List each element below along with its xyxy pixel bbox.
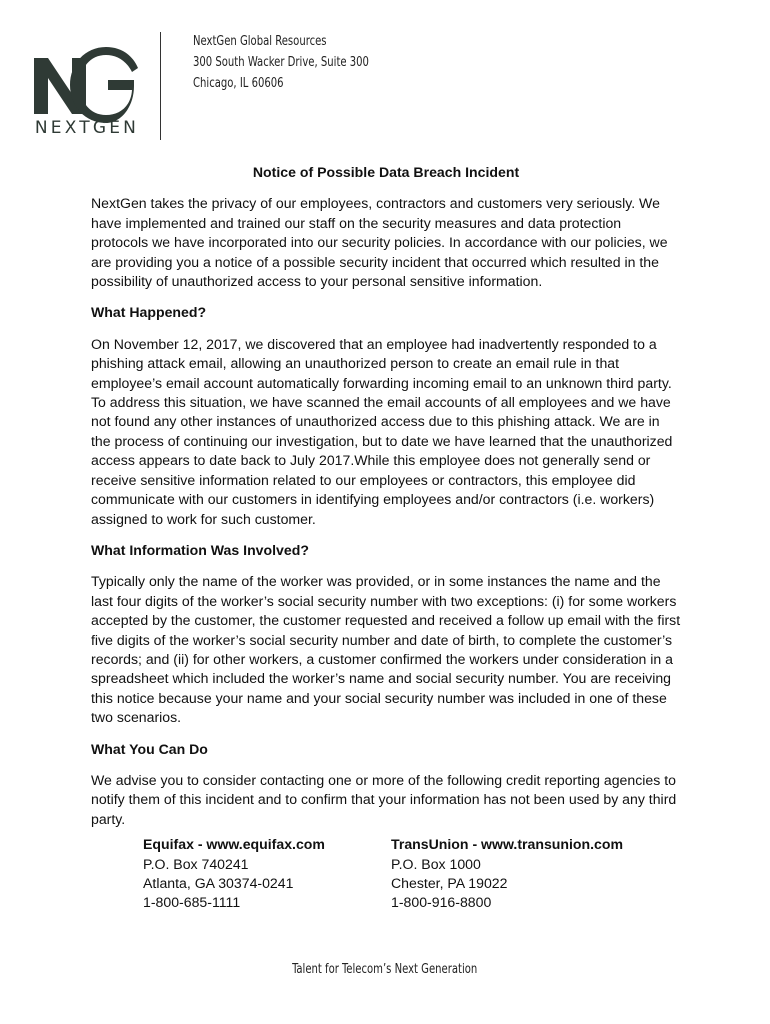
section-heading-what-happened: What Happened? [91, 304, 207, 321]
company-address [193, 31, 369, 94]
letter-body [91, 163, 681, 913]
header-divider [160, 32, 161, 140]
footer-tagline-text: Talent for Telecom’s Next Generation [292, 962, 478, 977]
agency-phone: 1-800-685-1111 [143, 894, 241, 911]
agency-equifax [143, 835, 391, 913]
address-line: 300 South Wacker Drive, Suite 300 [193, 55, 369, 70]
address-line: Chicago, IL 60606 [193, 76, 284, 91]
section-body-information-involved: Typically only the name of the worker was provided, or in some instances the name and the last four digits of the worker’s social security number with two exceptions: (i) for some workers accepted by the customer, the customer requested and received a follow up email with the first five digits of the worker’s social security number and date of birth, to complete the customer’s records; and (ii) for other workers, a customer confirmed the workers under consideration in a spreadsheet which included the worker’s name and social security number. You are receiving this notice because your name and your social security number was included in one of these two scenarios. [91, 573, 681, 726]
logo-wordmark: NEXTGEN [34, 118, 140, 138]
agency-phone: 1-800-916-8800 [391, 894, 492, 911]
agency-address-line: P.O. Box 740241 [143, 855, 249, 872]
agency-name: TransUnion - www.transunion.com [391, 836, 624, 853]
address-line: NextGen Global Resources [193, 34, 327, 49]
agency-address-line: P.O. Box 1000 [391, 855, 481, 872]
agency-name: Equifax - www.equifax.com [143, 836, 325, 853]
section-heading-what-you-can-do: What You Can Do [91, 740, 208, 757]
intro-paragraph: NextGen takes the privacy of our employees, contractors and customers very seriously. We have implemented and trained our staff on the security measures and data protection protocols we have incorporated into our security policies. In accordance with our policies, we are providing you a notice of a possible security incident that occurred which resulted in the possibility of unauthorized access to your personal sensitive information. [91, 195, 668, 290]
credit-agencies [143, 835, 681, 913]
section-heading-information-involved: What Information Was Involved? [91, 541, 309, 558]
notice-title: Notice of Possible Data Breach Incident [252, 164, 520, 180]
section-body-what-you-can-do: We advise you to consider contacting one or more of the following credit reporting agencies to notify them of this incident and to confirm that your information has not been used by any third party. [91, 771, 677, 827]
footer-tagline [0, 962, 770, 977]
section-body-what-happened: On November 12, 2017, we discovered that an employee had inadvertently responded to a phishing attack email, allowing an unauthorized person to create an email rule in that employee’s email account automatically forwarding incoming email to an unknown third party. To address this situation, we have scanned the email accounts of all employees and we have not found any other instances of unauthorized access due to this phishing attack. We are in the process of continuing our investigation, but to date we have learned that the unauthorized access appears to date back to July 2017.While this employee does not generally send or receive sensitive information related to our employees or contractors, this employee did communicate with our customers in identifying employees and/or contractors (i.e. workers) assigned to work for such customer. [91, 335, 673, 527]
agency-transunion [391, 835, 639, 913]
agency-address-line: Chester, PA 19022 [391, 875, 508, 891]
agency-address-line: Atlanta, GA 30374-0241 [143, 875, 294, 891]
